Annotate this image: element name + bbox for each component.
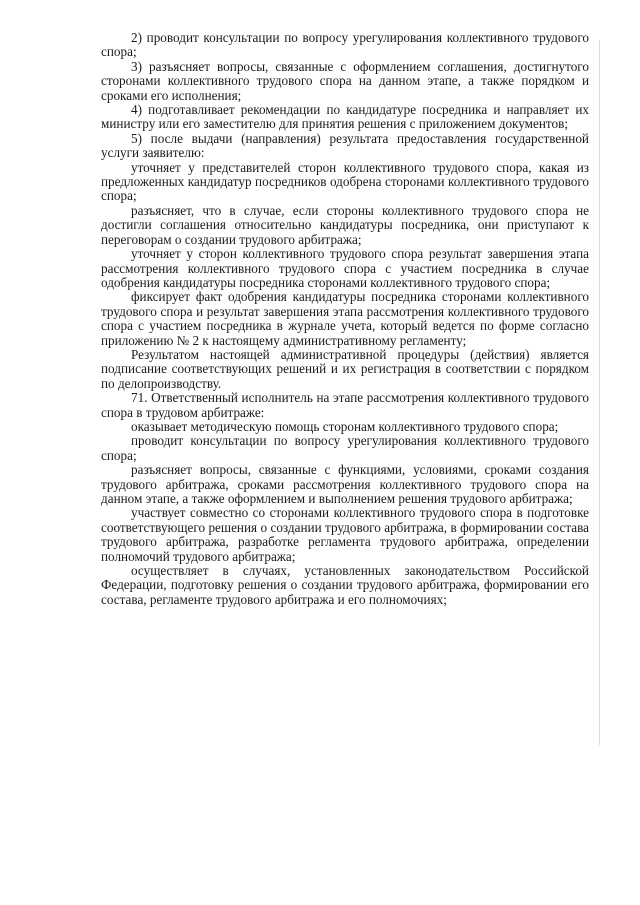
paragraph-item-4: 4) подготавливает рекомендации по кандидатуре посредника и направляет их министру или его заместителю для принятия решения с приложением документов; [101,102,589,132]
paragraph-consultations: проводит консультации по вопросу урегулирования коллективного трудового спора; [101,433,589,463]
paragraph-explain-arbitration: разъясняет, что в случае, если стороны коллективного трудового спора не достигли соглашения относительно кандидатуры посредника, они приступают к переговорам о создании трудового арбитража; [101,202,589,247]
paragraph-record-journal: фиксирует факт одобрения кандидатуры посредника сторонами коллективного трудового спора и результат завершения этапа рассмотрения коллективного трудового спора с участием посредника в журнале учета, который ведется по форме согласно приложению № 2 к настоящему административному регламенту; [101,289,589,348]
paragraph-methodical-help: оказывает методическую помощь сторонам коллективного трудового спора; [131,418,559,434]
paragraph-item-71: 71. Ответственный исполнитель на этапе рассмотрения коллективного трудового спора в трудовом арбитраже: [101,390,589,420]
paragraph-item-3: 3) разъясняет вопросы, связанные с оформлением соглашения, достигнутого сторонами коллективного трудового спора на данном этапе, а также порядком и сроками его исполнения; [101,58,589,103]
paragraph-procedure-result: Результатом настоящей административной процедуры (действия) является подписание соответствующих решений и их регистрация в соответствии с порядком по делопроизводству. [101,346,589,391]
paragraph-item-5: 5) после выдачи (направления) результата предоставления государственной услуги заявителю: [101,130,589,161]
paragraph-clarify-candidate: уточняет у представителей сторон коллективного трудового спора, какая из предложенных кандидатур посредников одобрена сторонами коллективного трудового спора; [101,159,589,204]
paragraph-participates: участвует совместно со сторонами коллективного трудового спора в подготовке соответствующего решения о создании трудового арбитража, в формировании состава трудового арбитража, разработке регламента трудового арбитража, определении полномочий трудового арбитража; [101,505,589,564]
paragraph-item-2: 2) проводит консультации по вопросу урегулирования коллективного трудового спора; [101,30,589,60]
document-body [101,31,589,607]
page-edge-divider [599,40,600,745]
paragraph-clarify-result: уточняет у сторон коллективного трудового спора результат завершения этапа рассмотрения коллективного трудового спора с участием посредника в случае одобрения кандидатуры посредника сторонами коллективного трудового спора; [101,246,589,290]
paragraph-prepares-decision: осуществляет в случаях, установленных законодательством Российской Федерации, подготовку решения о создании трудового арбитража, формировании его состава, регламенте трудового арбитража и его полномочиях; [101,563,589,607]
paragraph-explain-functions: разъясняет вопросы, связанные с функциями, условиями, сроками создания трудового арбитража, сроками рассмотрения коллективного трудового спора на данном этапе, а также оформлением и выполнением решения трудового арбитража; [101,462,589,506]
